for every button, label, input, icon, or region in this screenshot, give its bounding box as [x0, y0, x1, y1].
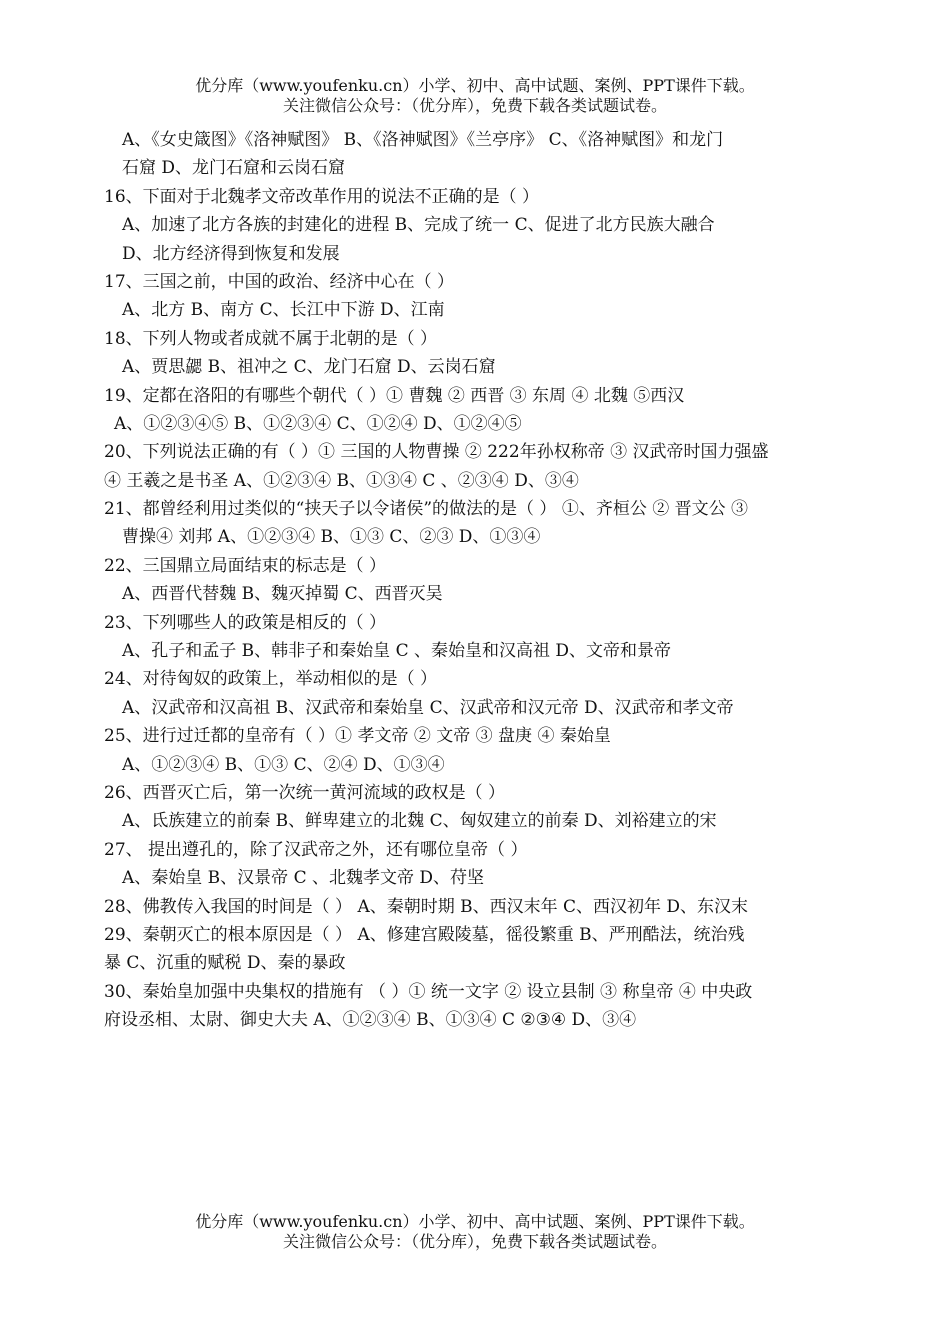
options-line: A、汉武帝和汉高祖 B、汉武帝和秦始皇 C、汉武帝和汉元帝 D、汉武帝和孝文帝	[122, 697, 734, 718]
question-20: 20、下列说法正确的有（ ）① 三国的人物曹操 ② 222年孙权称帝 ③ 汉武帝时国力强盛	[104, 442, 769, 463]
question-29-cont: 暴 C、沉重的赋税 D、秦的暴政	[104, 953, 346, 974]
question-list	[104, 126, 864, 1035]
question-29: 29、秦朝灭亡的根本原因是（ ） A、修建宫殿陵墓，徭役繁重 B、严刑酷法，统治残	[104, 924, 745, 945]
question-19: 19、定都在洛阳的有哪些个朝代（ ）① 曹魏 ② 西晋 ③ 东周 ④ 北魏 ⑤西汉	[104, 385, 685, 406]
question-18: 18、下列人物或者成就不属于北朝的是（ ）	[104, 328, 438, 349]
options-line: D、北方经济得到恢复和发展	[122, 243, 340, 264]
question-27: 27、 提出遵孔的，除了汉武帝之外，还有哪位皇帝（ ）	[104, 839, 528, 860]
question-30-cont: 府设丞相、太尉、御史大夫 A、①②③④ B、①③④ C ②③④ D、③④	[104, 1010, 637, 1031]
question-25: 25、进行过迁都的皇帝有（ ）① 孝文帝 ② 文帝 ③ 盘庚 ④ 秦始皇	[104, 726, 611, 747]
options-line: A、①②③④⑤ B、①②③④ C、①②④ D、①②④⑤	[114, 413, 522, 434]
header-line-1: 优分库（www.youfenku.cn）小学、初中、高中试题、案例、PPT课件下载。	[195, 76, 755, 95]
options-line: 石窟 D、龙门石窟和云岗石窟	[122, 158, 346, 179]
question-30: 30、秦始皇加强中央集权的措施有 （ ）① 统一文字 ② 设立县制 ③ 称皇帝 ④ 中央政	[104, 981, 753, 1002]
question-24: 24、对待匈奴的政策上，举动相似的是（ ）	[104, 669, 438, 690]
question-21-cont: 曹操④ 刘邦 A、①②③④ B、①③ C、②③ D、①③④	[122, 527, 541, 548]
question-22: 22、三国鼎立局面结束的标志是（ ）	[104, 555, 387, 576]
options-line: A、《女史箴图》《洛神赋图》 B、《洛神赋图》《兰亭序》 C、《洛神赋图》和龙门	[122, 130, 724, 150]
options-line: A、氐族建立的前秦 B、鲜卑建立的北魏 C、匈奴建立的前秦 D、刘裕建立的宋	[122, 811, 717, 832]
page-header	[0, 76, 950, 116]
question-23: 23、下列哪些人的政策是相反的（ ）	[104, 612, 387, 633]
footer-line-1: 优分库（www.youfenku.cn）小学、初中、高中试题、案例、PPT课件下载。	[195, 1212, 755, 1231]
question-17: 17、三国之前，中国的政治、经济中心在（ ）	[104, 271, 455, 292]
options-line: A、秦始皇 B、汉景帝 C 、北魏孝文帝 D、苻坚	[122, 868, 485, 889]
question-26: 26、西晋灭亡后，第一次统一黄河流域的政权是（ ）	[104, 782, 506, 803]
options-line: A、①②③④ B、①③ C、②④ D、①③④	[122, 754, 445, 775]
options-line: A、贾思勰 B、祖冲之 C、龙门石窟 D、云岗石窟	[122, 357, 496, 378]
question-16: 16、下面对于北魏孝文帝改革作用的说法不正确的是（ ）	[104, 186, 540, 207]
question-28: 28、佛教传入我国的时间是（ ） A、秦朝时期 B、西汉末年 C、西汉初年 D、东汉末	[104, 896, 749, 917]
page-footer	[0, 1212, 950, 1252]
options-line: A、北方 B、南方 C、长江中下游 D、江南	[122, 300, 445, 321]
header-line-2: 关注微信公众号：（优分库），免费下载各类试题试卷。	[282, 96, 667, 115]
options-line: A、加速了北方各族的封建化的进程 B、完成了统一 C、促进了北方民族大融合	[122, 215, 715, 236]
options-line: A、西晋代替魏 B、魏灭掉蜀 C、西晋灭吴	[122, 584, 443, 605]
options-line: A、孔子和孟子 B、韩非子和秦始皇 C 、秦始皇和汉高祖 D、文帝和景帝	[122, 641, 672, 662]
question-20-cont: ④ 王羲之是书圣 A、①②③④ B、①③④ C 、②③④ D、③④	[104, 470, 579, 491]
footer-line-2: 关注微信公众号：（优分库），免费下载各类试题试卷。	[282, 1232, 667, 1251]
question-21: 21、都曾经利用过类似的“挟天子以令诸侯”的做法的是（ ） ①、齐桓公 ② 晋文公 ③	[104, 499, 749, 520]
